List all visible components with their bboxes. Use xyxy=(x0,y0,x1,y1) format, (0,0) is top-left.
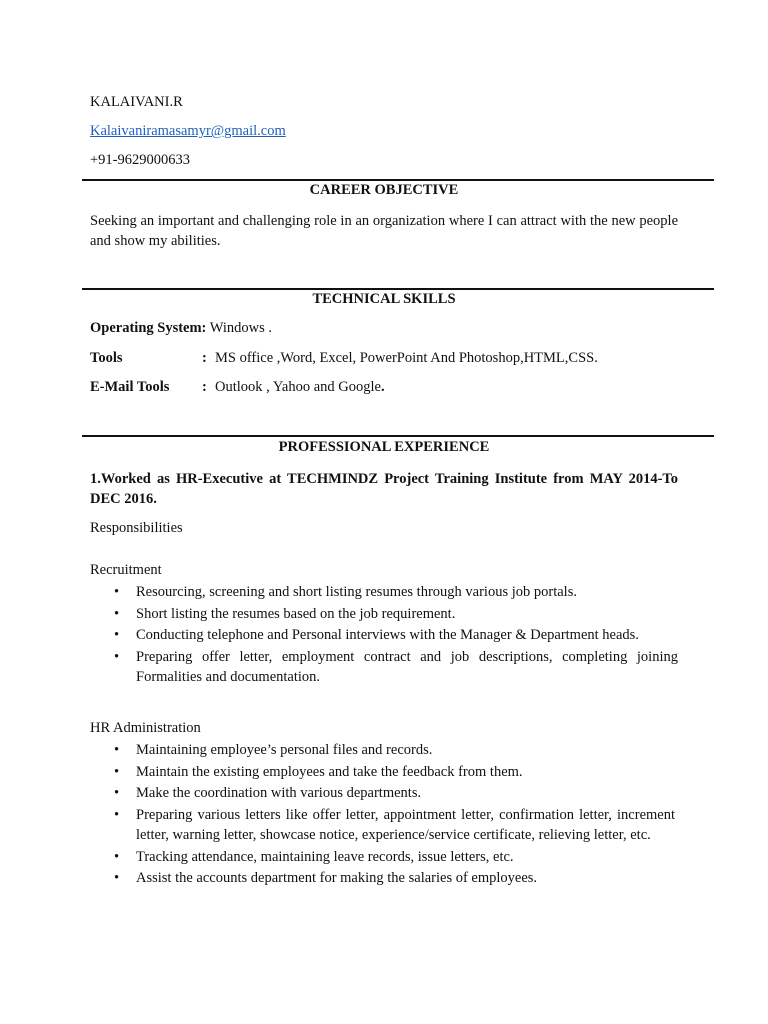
bullet-icon: • xyxy=(114,742,120,758)
tools-label: Tools xyxy=(90,350,123,366)
list-item-text: Conducting telephone and Personal interviews with the Manager & Department heads. xyxy=(136,627,639,643)
list-item xyxy=(90,847,675,868)
bullet-icon: • xyxy=(114,605,120,622)
hr-admin-label: HR Administration xyxy=(90,720,201,736)
candidate-name: KALAIVANI.R xyxy=(90,94,183,110)
email-tools-end: . xyxy=(380,379,385,395)
email-tools-label: E-Mail Tools xyxy=(90,379,170,395)
list-item-text: Tracking attendance, maintaining leave records, issue letters, etc. xyxy=(136,848,514,865)
recruitment-list xyxy=(90,582,678,689)
list-item-text: Resourcing, screening and short listing resumes through various job portals. xyxy=(136,584,577,600)
list-item-text: Preparing various letters like offer letter, appointment letter, confirmation letter, increment letter, warning letter, showcase notice, experience/service certificate, relieving letter, etc. xyxy=(136,806,675,843)
email-tools-separator: : xyxy=(202,379,207,395)
job-title: 1.Worked as HR-Executive at TECHMINDZ Project Training Institute from MAY 2014-To DEC 2016. xyxy=(90,471,678,507)
bullet-icon: • xyxy=(114,806,120,823)
list-item xyxy=(90,783,675,804)
os-value: Windows . xyxy=(206,320,273,336)
technical-skills-heading: TECHNICAL SKILLS xyxy=(312,291,456,307)
list-item-text: Preparing offer letter, employment contract and job descriptions, completing joining Formalities and documentation. xyxy=(136,648,678,685)
tools-separator: : xyxy=(202,350,207,366)
career-objective-heading: CAREER OBJECTIVE xyxy=(309,182,459,198)
bullet-icon: • xyxy=(114,785,120,801)
list-item-text: Make the coordination with various departments. xyxy=(136,785,422,801)
recruitment-label: Recruitment xyxy=(90,562,162,578)
list-item xyxy=(90,868,675,889)
tools-value: MS office ,Word, Excel, PowerPoint And Photoshop,HTML,CSS. xyxy=(215,350,598,366)
hr-admin-list xyxy=(90,740,675,890)
skill-row-tools xyxy=(90,350,690,367)
list-item xyxy=(90,604,678,625)
list-item xyxy=(90,762,675,783)
bullet-icon: • xyxy=(114,763,120,780)
list-item-text: Maintain the existing employees and take the feedback from them. xyxy=(136,763,523,780)
list-item xyxy=(90,582,678,603)
section-divider xyxy=(82,288,714,290)
bullet-icon: • xyxy=(114,648,120,665)
list-item xyxy=(90,805,675,846)
section-divider xyxy=(82,179,714,181)
bullet-icon: • xyxy=(114,627,120,643)
professional-experience-heading: PROFESSIONAL EXPERIENCE xyxy=(278,439,490,455)
skill-row-os xyxy=(90,320,690,337)
email-tools-value: Outlook , Yahoo and Google xyxy=(215,379,381,395)
list-item xyxy=(90,625,678,646)
bullet-icon: • xyxy=(114,870,120,886)
list-item xyxy=(90,647,678,688)
bullet-icon: • xyxy=(114,848,120,865)
phone-number: +91-9629000633 xyxy=(90,152,191,168)
os-label: Operating System: xyxy=(90,320,207,336)
list-item-text: Maintaining employee’s personal files and records. xyxy=(136,742,433,758)
bullet-icon: • xyxy=(114,584,120,600)
list-item-text: Short listing the resumes based on the job requirement. xyxy=(136,605,456,622)
career-objective-text: Seeking an important and challenging role in an organization where I can attract with the new people and show my abilities. xyxy=(90,213,678,249)
skill-row-email-tools xyxy=(90,379,690,396)
responsibilities-label: Responsibilities xyxy=(90,520,183,536)
section-divider xyxy=(82,435,714,437)
email-link[interactable]: Kalaivaniramasamyr@gmail.com xyxy=(90,123,286,139)
list-item xyxy=(90,740,675,761)
list-item-text: Assist the accounts department for making the salaries of employees. xyxy=(136,870,538,886)
